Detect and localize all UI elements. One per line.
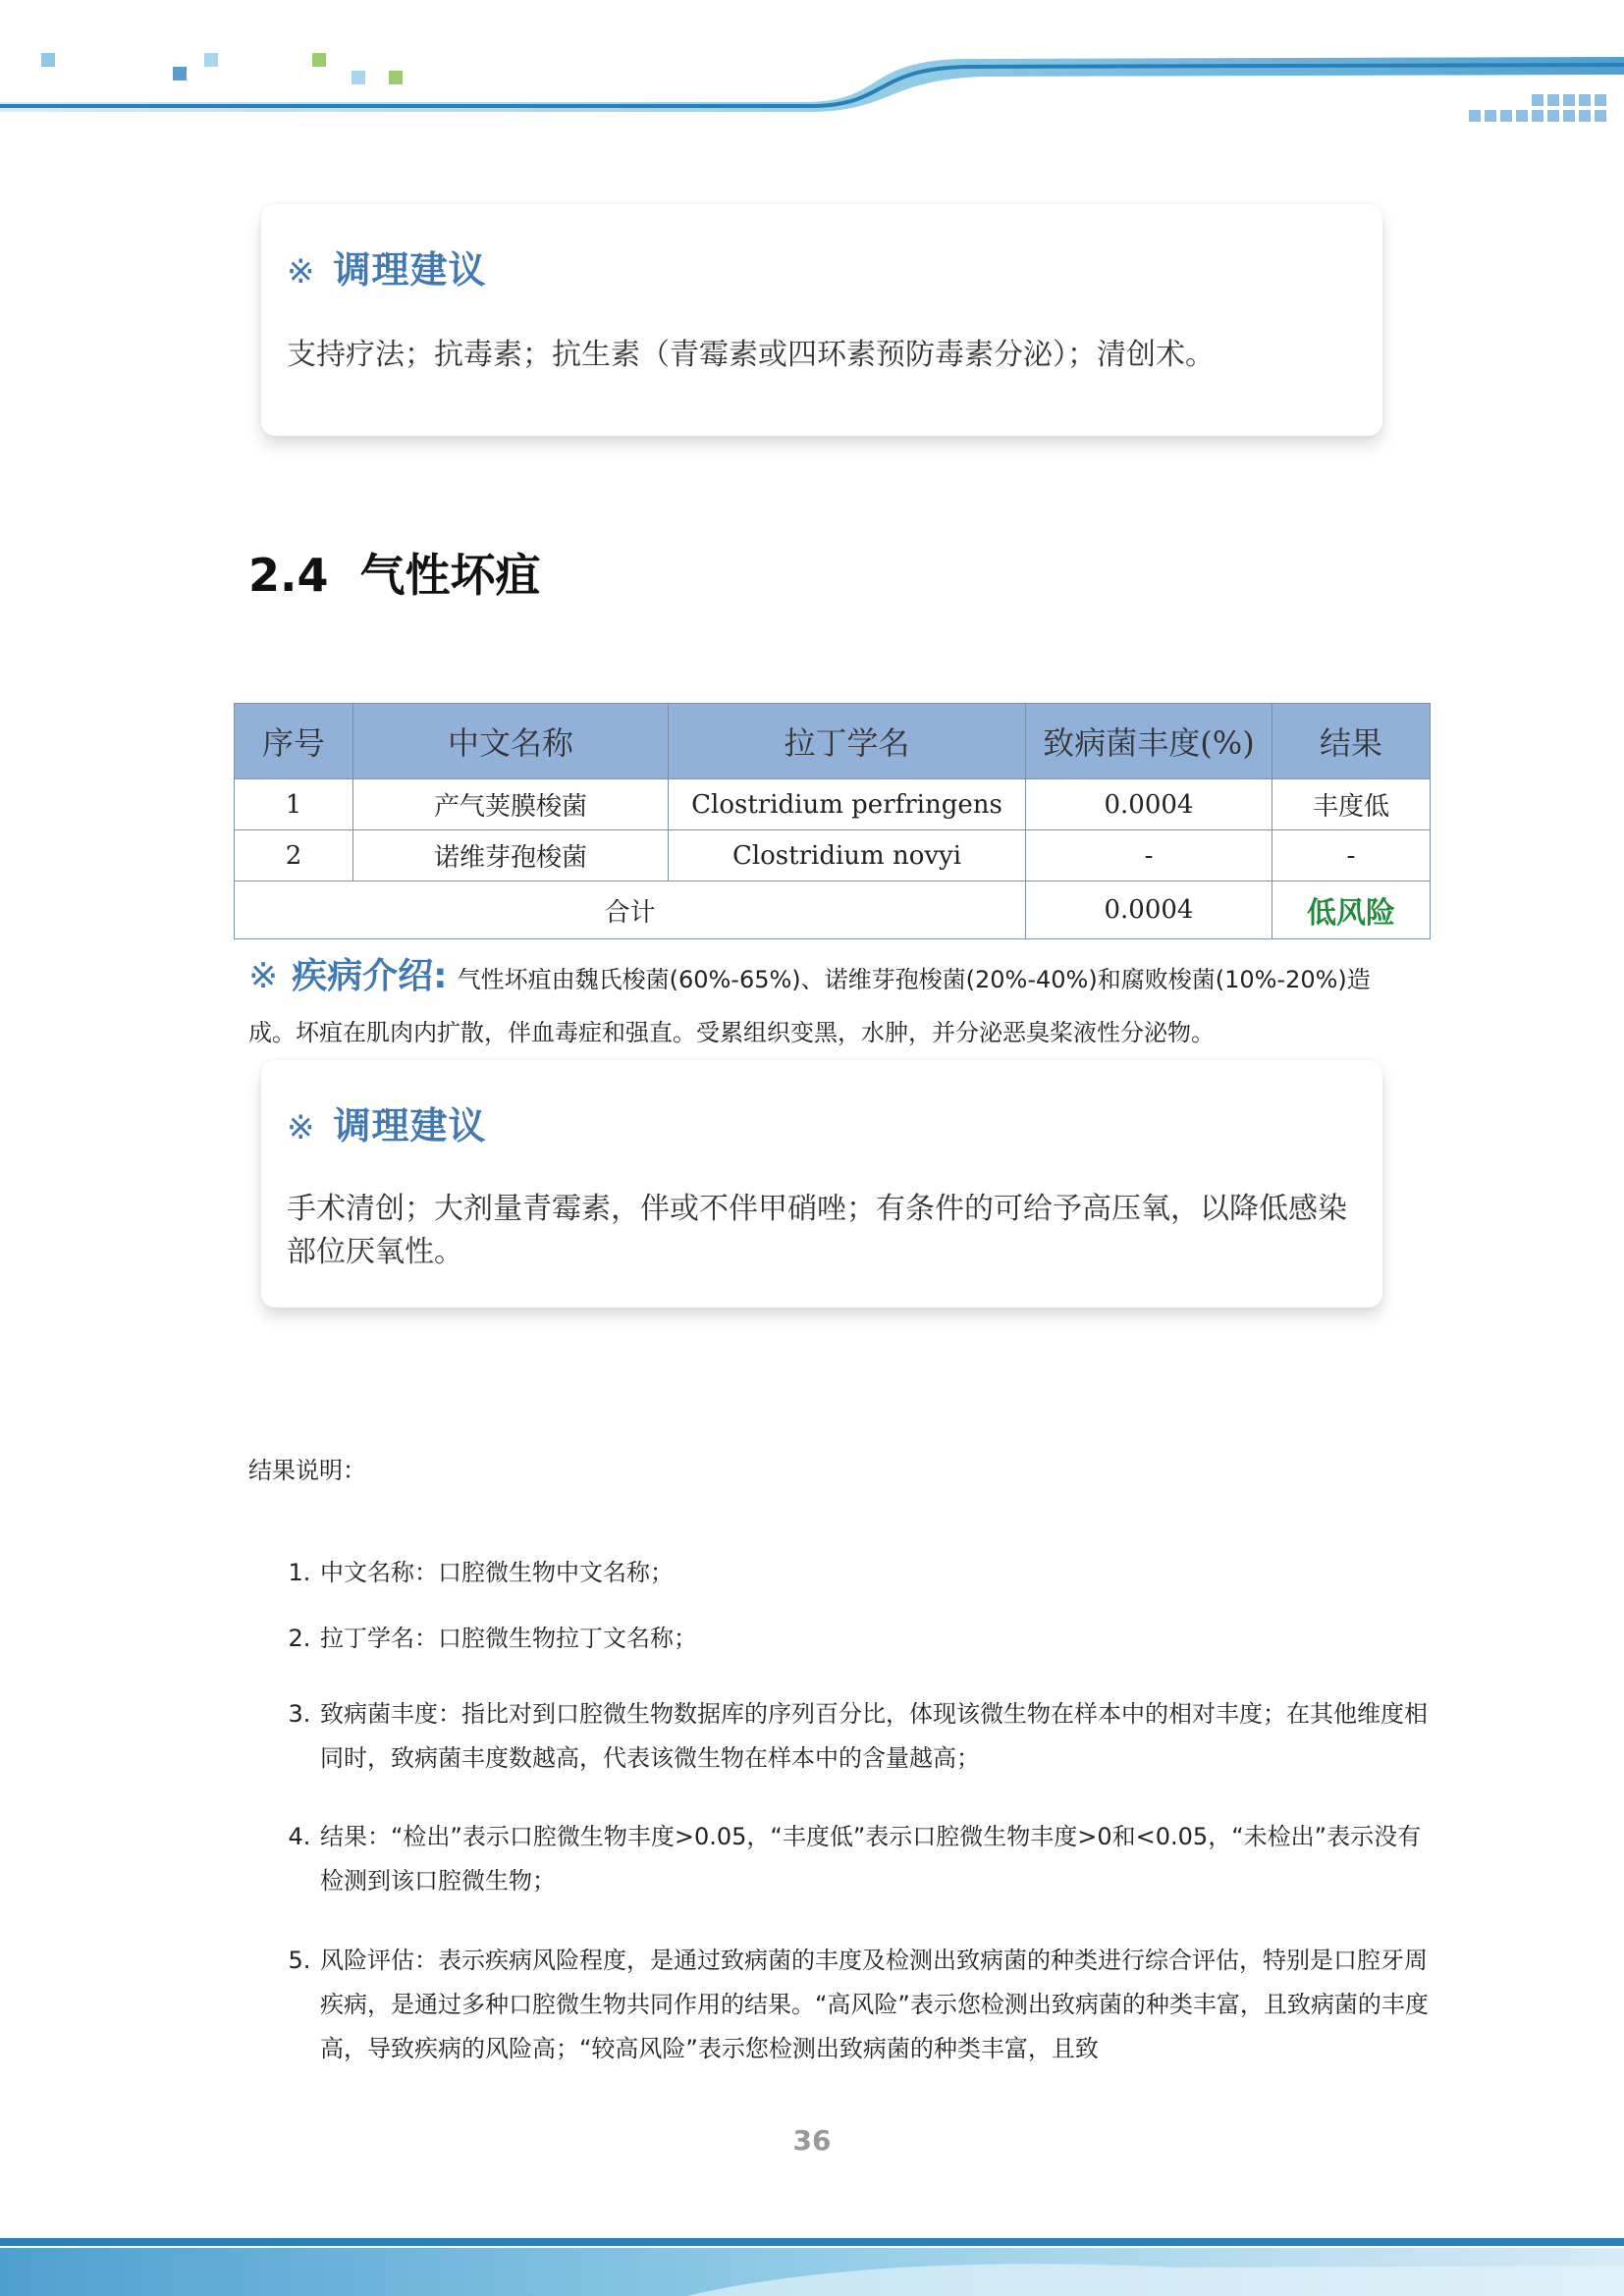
total-value: 0.0004 bbox=[1026, 881, 1272, 939]
pathogen-table bbox=[234, 703, 1431, 939]
suggestion-card bbox=[261, 204, 1382, 436]
notes-list bbox=[253, 1551, 1437, 2101]
reference-mark-icon: ※ bbox=[287, 1108, 316, 1148]
column-header: 序号 bbox=[235, 704, 353, 779]
risk-badge bbox=[1272, 881, 1431, 939]
column-header: 中文名称 bbox=[353, 704, 669, 779]
total-label: 合计 bbox=[235, 881, 1026, 939]
table-cell: 诺维芽孢梭菌 bbox=[353, 830, 669, 881]
column-header: 致病菌丰度(%) bbox=[1026, 704, 1272, 779]
list-item: 5. 风险评估：表示疾病风险程度，是通过致病菌的丰度及检测出致病菌的种类进行综合评估，特别是口腔牙周疾病，是通过多种口腔微生物共同作用的结果。“高风险”表示您检测出致病菌的种类丰富，且致病菌的丰度高，导致疾病的风险高；“较高风险”表示您检测出致病菌的种类丰富，且致 bbox=[318, 1939, 1437, 2071]
table-cell: 丰度低 bbox=[1272, 779, 1431, 830]
table-cell: 2 bbox=[235, 830, 353, 881]
section-title: 2.4 气性坏疽 bbox=[248, 549, 541, 602]
column-header: 结果 bbox=[1272, 704, 1431, 779]
table-header-row bbox=[235, 704, 1431, 779]
list-item: 1. 中文名称：口腔微生物中文名称； bbox=[318, 1551, 1437, 1595]
column-header: 拉丁学名 bbox=[669, 704, 1026, 779]
reference-mark-icon: ※ bbox=[287, 252, 316, 292]
card-title: ※ 调理建议 bbox=[287, 1104, 487, 1148]
table-cell: Clostridium novyi bbox=[669, 830, 1026, 881]
table-cell: - bbox=[1026, 830, 1272, 881]
card-text: 手术清创；大剂量青霉素，伴或不伴甲硝唑；有条件的可给予高压氧，以降低感染部位厌氧性。 bbox=[287, 1192, 1347, 1269]
notes-title: 结果说明： bbox=[248, 1457, 366, 1484]
table-cell: Clostridium perfringens bbox=[669, 779, 1026, 830]
list-item: 4. 结果：“检出”表示口腔微生物丰度>0.05，“丰度低”表示口腔微生物丰度>0和<0.05，“未检出”表示没有检测到该口腔微生物； bbox=[318, 1815, 1437, 1903]
disease-intro bbox=[248, 950, 1387, 1059]
table-row bbox=[235, 830, 1431, 881]
card-title: ※ 调理建议 bbox=[287, 248, 487, 292]
list-item: 3. 致病菌丰度：指比对到口腔微生物数据库的序列百分比，体现该微生物在样本中的相对丰度；在其他维度相同时，致病菌丰度数越高，代表该微生物在样本中的含量越高； bbox=[318, 1692, 1437, 1781]
reference-mark-icon: ※ bbox=[248, 956, 279, 996]
list-item: 2. 拉丁学名：口腔微生物拉丁文名称； bbox=[318, 1617, 1437, 1661]
table-row bbox=[235, 779, 1431, 830]
intro-text: 气性坏疽由魏氏梭菌(60%-65%)、诺维芽孢梭菌(20%-40%)和腐败梭菌(10%-20%)造成。坏疽在肌肉内扩散，伴血毒症和强直。受累组织变黑，水肿，并分泌恶臭桨液性分泌物。 bbox=[248, 966, 1371, 1046]
risk-level: 低风险 bbox=[1307, 896, 1395, 931]
table-cell: 产气荚膜梭菌 bbox=[353, 779, 669, 830]
table-cell: 1 bbox=[235, 779, 353, 830]
table-cell: 0.0004 bbox=[1026, 779, 1272, 830]
intro-heading: ※ 疾病介绍: bbox=[248, 956, 448, 996]
header-banner bbox=[0, 0, 1624, 137]
suggestion-card bbox=[261, 1060, 1382, 1308]
page-number: 36 bbox=[792, 2124, 832, 2157]
table-cell: - bbox=[1272, 830, 1431, 881]
footer-banner bbox=[0, 2228, 1624, 2296]
card-text: 支持疗法；抗毒素；抗生素（青霉素或四环素预防毒素分泌）；清创术。 bbox=[287, 338, 1215, 372]
table-total-row bbox=[235, 881, 1431, 939]
